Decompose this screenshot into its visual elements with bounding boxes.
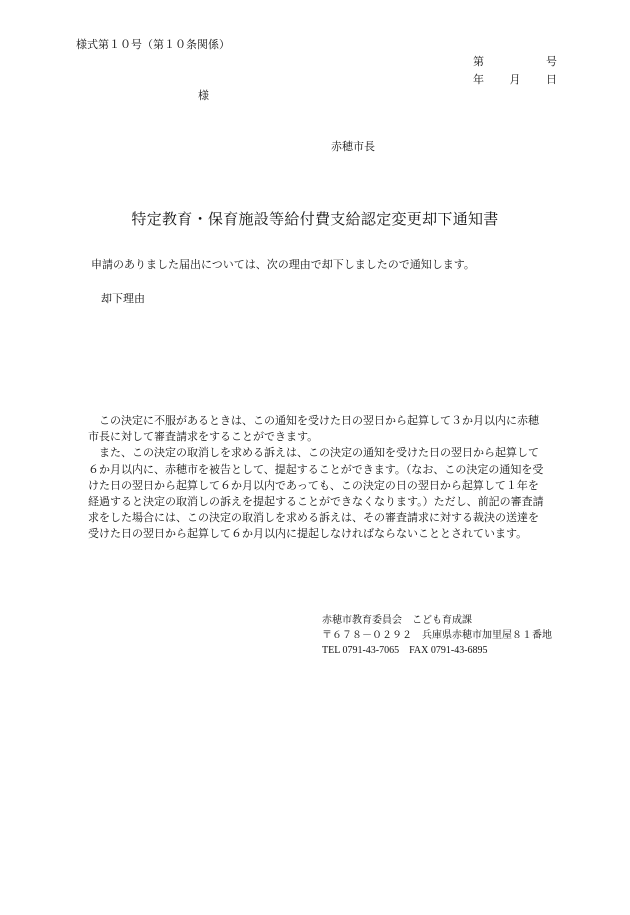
date-month-label: 月	[509, 73, 521, 86]
contact-tel-fax: TEL 0791-43-7065 FAX 0791-43-6895	[322, 645, 488, 656]
date-year-label: 年	[473, 73, 484, 86]
issue-date	[473, 71, 557, 87]
document-title: 特定教育・保育施設等給付費支給認定変更却下通知書	[131, 210, 499, 228]
contact-department: 赤穂市教育委員会 こども育成課	[322, 615, 472, 626]
recipient-honorific: 様	[198, 89, 209, 102]
form-number: 様式第１０号（第１０条関係）	[76, 38, 230, 51]
appeal-notice	[88, 413, 548, 543]
contact-block	[322, 613, 552, 658]
lead-sentence: 申請のありました届出については、次の理由で却下しましたので通知します。	[91, 258, 475, 271]
rejection-reason-label: 却下理由	[101, 292, 145, 305]
lawsuit-paragraph: また、この決定の取消しを求める訴えは、この決定の通知を受けた日の翌日から起算して６か月以内に、赤穂市を被告として、提起することができます。（なお、この決定の通知を受けた日の翌日から起算して６か月以内であっても、この決定の日の翌日から起算して１年を経過すると決定の取消しの訴えを提起することができなくなります。）ただし、前記の審査請求をした場合には、この決定の取消しを求める訴えは、その審査請求に対する裁決の送達を受けた日の翌日から起算して６か月以内に提起しなければならないこととされています。	[88, 446, 544, 541]
date-day-label: 日	[546, 73, 557, 86]
issuer-name: 赤穂市長	[331, 140, 375, 153]
document-number-prefix: 第	[473, 55, 484, 68]
contact-address: 〒６７８－０２９２ 兵庫県赤穂市加里屋８１番地	[322, 630, 552, 641]
document-number	[473, 53, 557, 69]
appeal-paragraph: この決定に不服があるときは、この通知を受けた日の翌日から起算して３か月以内に赤穂市長に対して審査請求をすることができます。	[88, 414, 539, 444]
document-number-suffix: 号	[546, 55, 557, 68]
